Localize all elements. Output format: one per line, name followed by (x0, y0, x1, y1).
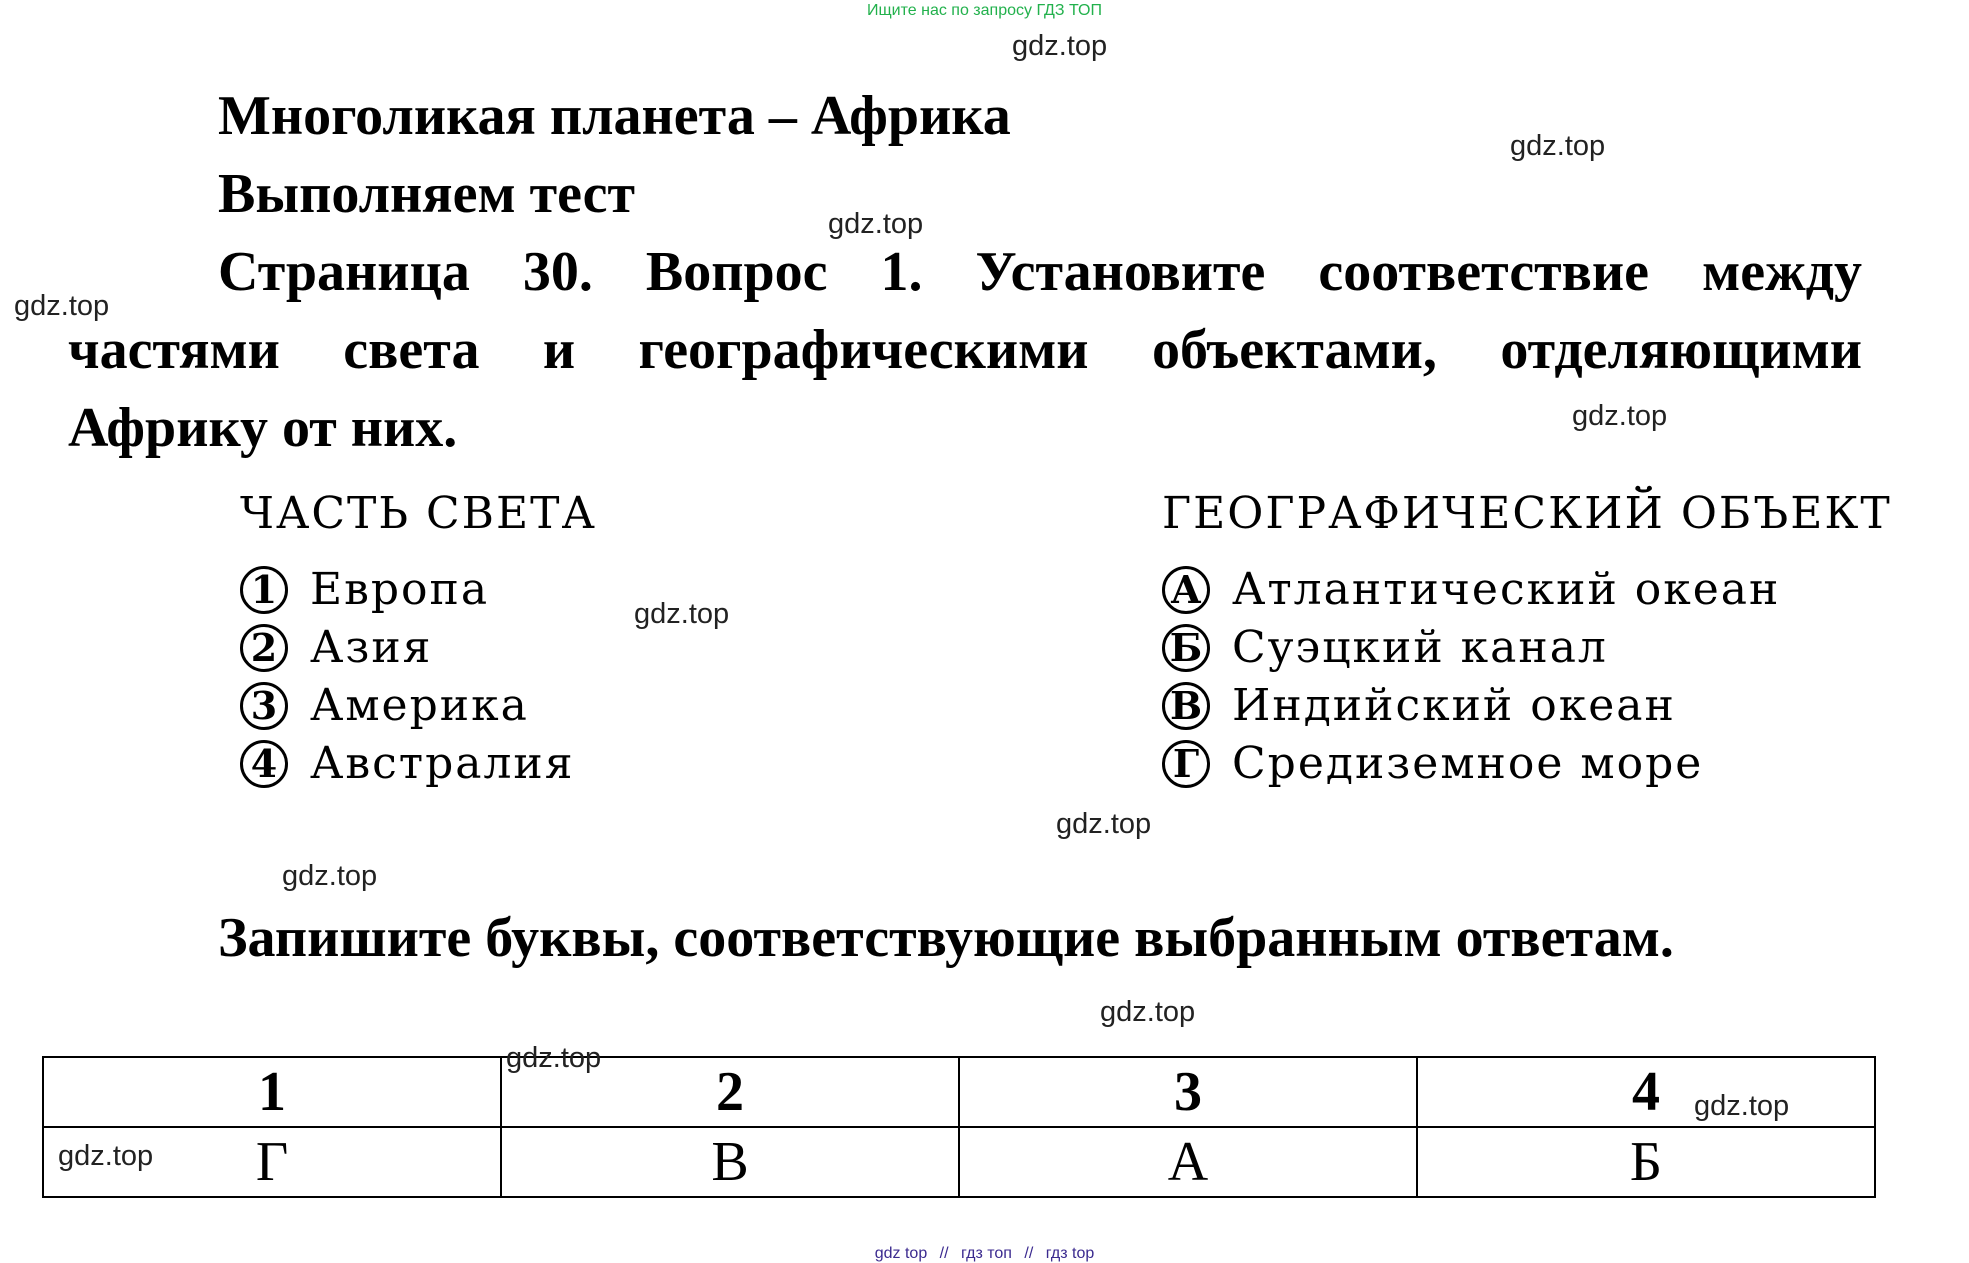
list-item (240, 622, 432, 673)
answer-cell: А (959, 1127, 1417, 1197)
watermark: gdz.top (1694, 1090, 1790, 1122)
footer-text: gdz top (874, 1245, 928, 1262)
number-marker: 4 (240, 740, 288, 788)
answer-cell: Г (43, 1127, 501, 1197)
table-header-cell: 2 (501, 1057, 959, 1127)
page-title: Многоликая планета – Африка (218, 85, 1011, 147)
page-subtitle: Выполняем тест (218, 163, 635, 225)
answer-cell: Б (1417, 1127, 1875, 1197)
question-line-2: частями света и географическими объектами, отделяющими (68, 319, 1862, 381)
left-column-heading: ЧАСТЬ СВЕТА (240, 488, 597, 539)
table-header-cell: 3 (959, 1057, 1417, 1127)
footer-text: гдз top (1045, 1245, 1095, 1262)
list-item (1162, 680, 1676, 731)
letter-marker: А (1162, 566, 1210, 614)
letter-marker: Б (1162, 624, 1210, 672)
number-marker: 3 (240, 682, 288, 730)
watermark: gdz.top (634, 598, 730, 630)
list-item (1162, 564, 1780, 615)
item-label: Атлантический океан (1232, 564, 1781, 615)
list-item (240, 564, 489, 615)
letter-marker: В (1162, 682, 1210, 730)
watermark: gdz.top (1572, 400, 1668, 432)
watermark: gdz.top (1100, 996, 1196, 1028)
item-label: Индийский океан (1232, 680, 1676, 731)
watermark: gdz.top (1510, 130, 1606, 162)
watermark: gdz.top (506, 1042, 602, 1074)
watermark: gdz.top (828, 208, 924, 240)
letter-marker: Г (1162, 740, 1210, 788)
number-marker: 1 (240, 566, 288, 614)
question-line-1: Страница 30. Вопрос 1. Установите соответствие между (218, 241, 1862, 303)
footer-separator: // (939, 1245, 949, 1262)
answer-cell: В (501, 1127, 959, 1197)
item-label: Европа (310, 564, 490, 615)
top-banner: Ищите нас по запросу ГДЗ ТОП (867, 2, 1102, 19)
watermark: gdz.top (58, 1140, 154, 1172)
question-line-3: Африку от них. (68, 397, 458, 459)
table-header-cell: 1 (43, 1057, 501, 1127)
right-column-heading: ГЕОГРАФИЧЕСКИЙ ОБЪЕКТ (1162, 488, 1892, 539)
list-item (1162, 738, 1703, 789)
list-item (240, 738, 575, 789)
answer-table (42, 1056, 1876, 1198)
table-header-row (43, 1057, 1875, 1127)
table-header-cell: 4 (1417, 1057, 1875, 1127)
table-row (43, 1127, 1875, 1197)
footer-separator: // (1024, 1245, 1034, 1262)
watermark: gdz.top (1012, 30, 1108, 62)
item-label: Австралия (310, 738, 575, 789)
watermark: gdz.top (282, 860, 378, 892)
instruction-text: Запишите буквы, соответствующие выбранным ответам. (218, 907, 1674, 969)
list-item (240, 680, 529, 731)
item-label: Средиземное море (1232, 738, 1704, 789)
list-item (1162, 622, 1608, 673)
watermark: gdz.top (14, 290, 110, 322)
item-label: Суэцкий канал (1232, 622, 1608, 673)
footer-watermark (0, 1245, 1969, 1263)
watermark: gdz.top (1056, 808, 1152, 840)
item-label: Азия (310, 622, 433, 673)
item-label: Америка (310, 680, 529, 731)
number-marker: 2 (240, 624, 288, 672)
footer-text: гдз топ (961, 1245, 1012, 1262)
